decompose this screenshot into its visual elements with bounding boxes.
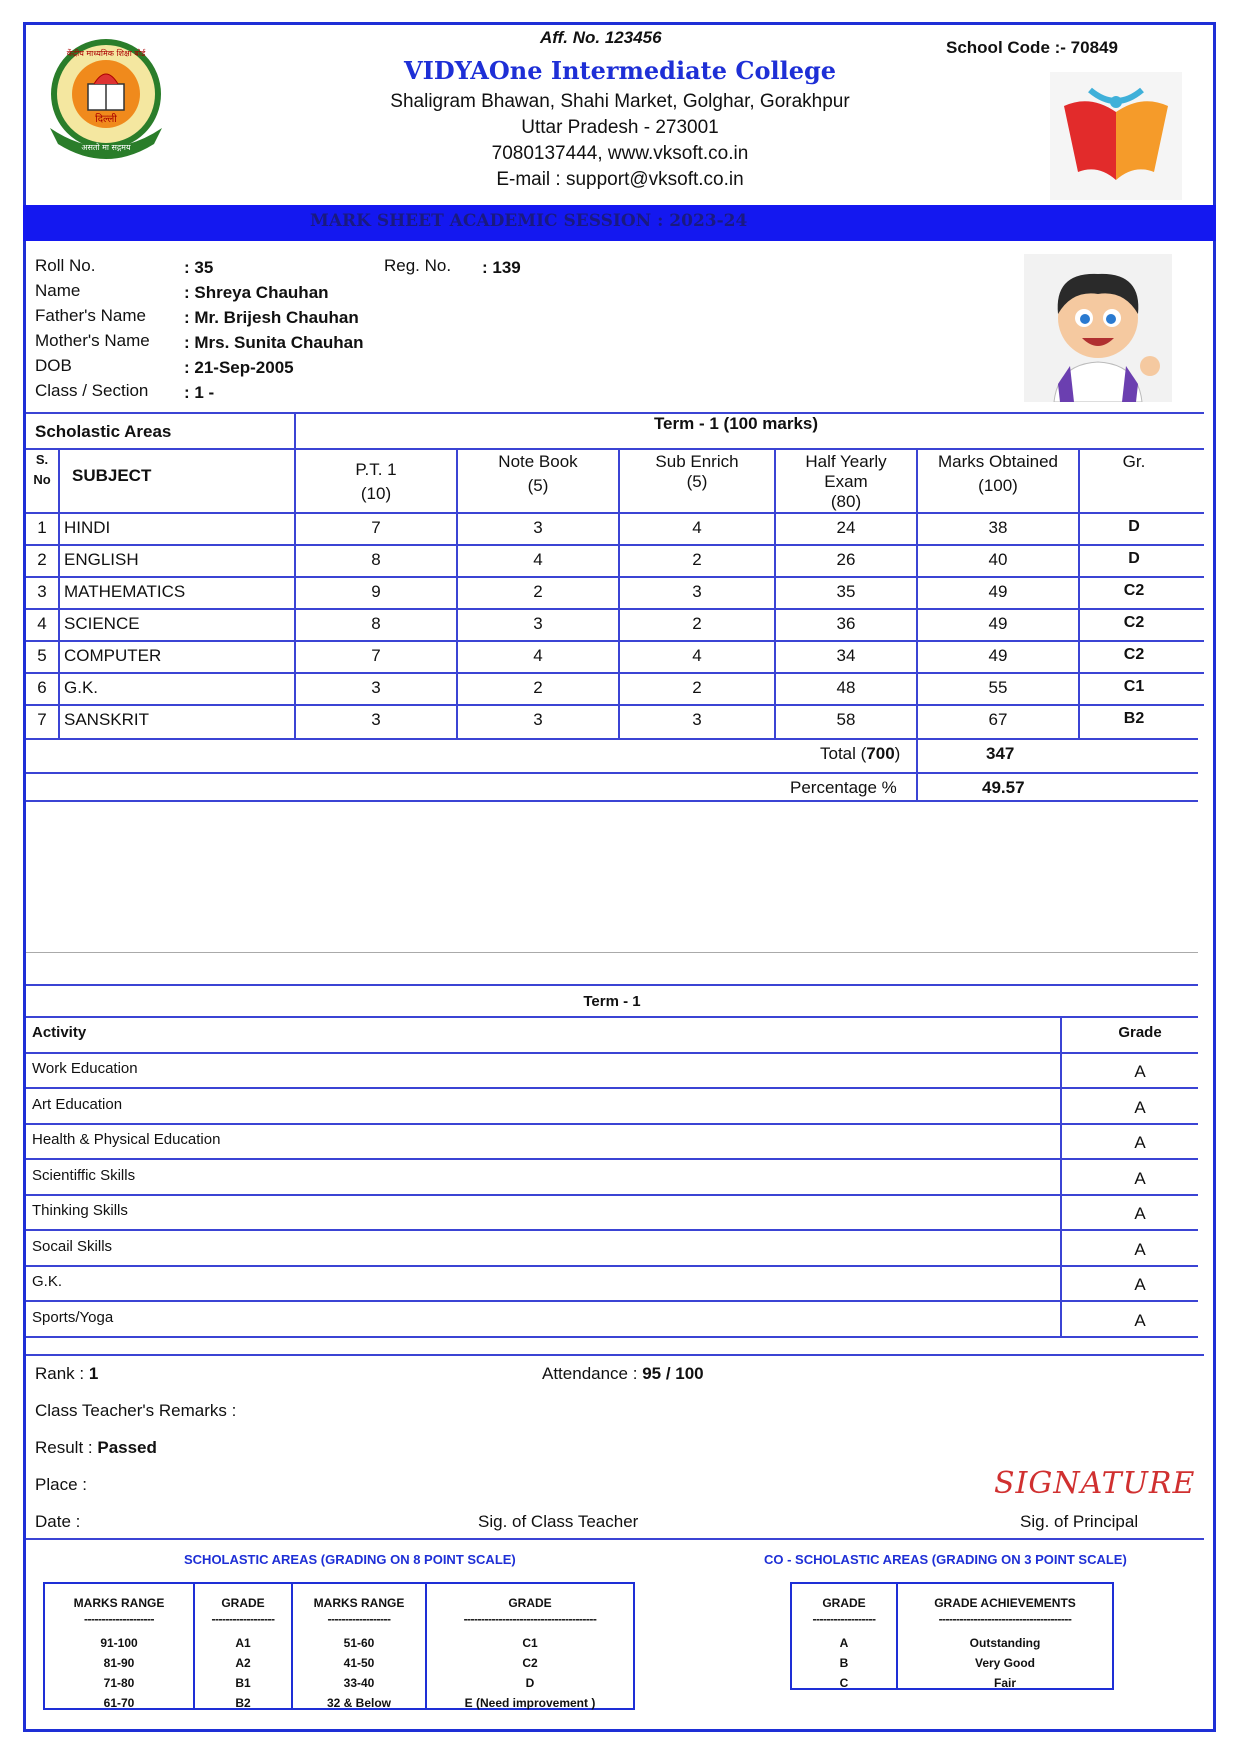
subenrich-header-1: Sub Enrich <box>655 452 739 471</box>
marks-range-header: MARKS RANGE <box>73 1596 165 1610</box>
notebook-header-1: Note Book <box>498 452 578 471</box>
name-value: : Shreya Chauhan <box>184 283 329 302</box>
activity-row-line <box>26 1265 1198 1267</box>
cell-subject: SANSKRIT <box>64 710 150 729</box>
marks-range-value: 51-60 <box>343 1636 375 1650</box>
row-line <box>26 608 1204 610</box>
header-divider <box>26 448 1204 450</box>
result <box>35 1438 157 1458</box>
header-bottom-line <box>26 512 1204 514</box>
cell-sno: 5 <box>37 646 47 665</box>
activity-grade: A <box>1134 1097 1146 1117</box>
address-line-2: Uttar Pradesh - 273001 <box>521 117 719 138</box>
total-label <box>820 744 900 764</box>
row-line <box>26 704 1204 706</box>
class-teacher-signature-label: Sig. of Class Teacher <box>478 1512 639 1531</box>
cell-nb: 2 <box>533 582 543 601</box>
subenrich-header-2: (5) <box>686 472 708 491</box>
college-name: VIDYAOne Intermediate College <box>403 56 837 85</box>
marks-range-value: 32 & Below <box>326 1696 392 1710</box>
cell-se: 2 <box>692 614 702 633</box>
father-value: : Mr. Brijesh Chauhan <box>184 308 359 327</box>
activity-header: Activity <box>32 1024 87 1041</box>
cell-se: 2 <box>692 678 702 697</box>
row-line <box>26 640 1204 642</box>
cell-se: 3 <box>692 710 702 729</box>
attendance-value: 95 / 100 <box>642 1364 704 1383</box>
co-achievements-header: GRADE ACHIEVEMENTS <box>934 1596 1076 1610</box>
svg-text:असतो मा सद्गमय: असतो मा सद्गमय <box>81 143 131 152</box>
activity-grade: A <box>1134 1310 1146 1330</box>
class-value: : 1 - <box>184 383 215 402</box>
cell-mo: 38 <box>988 518 1008 537</box>
cell-hy: 35 <box>836 582 856 601</box>
mother-label: Mother's Name <box>35 331 150 350</box>
cell-sno: 2 <box>37 550 47 569</box>
marks-range-header: MARKS RANGE <box>313 1596 405 1610</box>
cell-sno: 3 <box>37 582 47 601</box>
cell-sno: 7 <box>37 710 47 729</box>
co-achievement-value: Fair <box>993 1676 1016 1690</box>
marks-range-value: 33-40 <box>343 1676 375 1690</box>
cell-subject: SCIENCE <box>64 614 140 633</box>
pt-header-1: P.T. 1 <box>355 460 397 479</box>
total-label-text: Total ( <box>820 744 867 763</box>
contact-line: 7080137444, www.vksoft.co.in <box>491 143 749 164</box>
halfyearly-header-3: (80) <box>830 492 862 511</box>
dash-separator: -------------------------------------- <box>938 1612 1072 1626</box>
grade-value: C1 <box>522 1636 538 1650</box>
row-line <box>26 544 1204 546</box>
activity-name: Sports/Yoga <box>32 1308 114 1326</box>
result-value: Passed <box>97 1438 157 1457</box>
activity-grade: A <box>1134 1239 1146 1259</box>
cell-se: 2 <box>692 550 702 569</box>
total-value: 347 <box>986 744 1015 763</box>
name-label: Name <box>35 281 81 300</box>
grade-value: C2 <box>522 1656 538 1670</box>
reg-label: Reg. No. <box>384 256 452 275</box>
grade-header: Gr. <box>1122 452 1146 471</box>
activity-row-line <box>26 1300 1198 1302</box>
class-label: Class / Section <box>35 381 149 400</box>
row-line <box>26 672 1204 674</box>
roll-label: Roll No. <box>35 256 96 275</box>
student-photo <box>1024 254 1172 402</box>
cell-nb: 3 <box>533 518 543 537</box>
grade-value: A1 <box>235 1636 251 1650</box>
cell-gr: C2 <box>1123 614 1145 631</box>
place-label: Place : <box>35 1475 87 1494</box>
marks-range-value: 61-70 <box>103 1696 135 1710</box>
cell-hy: 36 <box>836 614 856 633</box>
mother-value: : Mrs. Sunita Chauhan <box>184 333 364 352</box>
grade-value: B2 <box>235 1696 251 1710</box>
cell-subject: COMPUTER <box>64 646 162 665</box>
activity-name: Thinking Skills <box>32 1202 128 1219</box>
rank-value: 1 <box>88 1364 99 1383</box>
cell-subject: G.K. <box>64 678 99 697</box>
cell-sno: 6 <box>37 678 47 697</box>
cell-se: 3 <box>692 582 702 601</box>
grading-top-line <box>26 1538 1204 1540</box>
percentage-label: Percentage % <box>790 778 897 797</box>
activity-header-bottom <box>26 1052 1198 1054</box>
cell-gr: D <box>1128 518 1140 535</box>
subject-header: SUBJECT <box>72 466 152 485</box>
cell-pt: 7 <box>371 646 381 665</box>
activity-row-line <box>26 1194 1198 1196</box>
cell-hy: 48 <box>836 678 856 697</box>
cell-nb: 2 <box>533 678 543 697</box>
cell-hy: 26 <box>836 550 856 569</box>
dob-label: DOB <box>35 356 72 375</box>
halfyearly-header-2: Exam <box>824 472 868 491</box>
total-max: 700 <box>866 744 895 763</box>
email-line: E-mail : support@vksoft.co.in <box>496 169 744 190</box>
remarks-label: Class Teacher's Remarks : <box>35 1401 237 1420</box>
grade-value: A2 <box>235 1656 251 1670</box>
attendance-label: Attendance : <box>542 1364 643 1383</box>
session-title: MARK SHEET ACADEMIC SESSION : 2023-24 <box>310 211 748 231</box>
dash-separator: ------------------ <box>812 1612 876 1626</box>
activity-row-line <box>26 1123 1198 1125</box>
roll-value: : 35 <box>184 258 214 277</box>
activity-row-line <box>26 1229 1198 1231</box>
cell-gr: C2 <box>1123 646 1145 663</box>
cell-gr: C2 <box>1123 582 1145 599</box>
cell-mo: 40 <box>988 550 1008 569</box>
coscholastic-term: Term - 1 <box>583 993 641 1010</box>
cell-gr: C1 <box>1123 678 1145 695</box>
cell-subject: HINDI <box>64 518 111 537</box>
cell-nb: 4 <box>533 646 543 665</box>
co-grade-value: C <box>839 1676 849 1690</box>
cell-mo: 67 <box>988 710 1008 729</box>
dash-separator: -------------------- <box>84 1612 154 1626</box>
grade-value: B1 <box>235 1676 251 1690</box>
cell-sno: 4 <box>37 614 47 633</box>
activity-row-line <box>26 1158 1198 1160</box>
marks-obtained-header-2: (100) <box>978 476 1018 495</box>
dash-separator: ------------------ <box>327 1612 391 1626</box>
halfyearly-header-1: Half Yearly <box>805 452 887 471</box>
cell-gr: D <box>1128 550 1140 567</box>
coscholastic-grading-table <box>790 1582 1114 1690</box>
rank-label: Rank : <box>35 1364 89 1383</box>
percentage-value: 49.57 <box>982 778 1025 797</box>
dash-separator: -------------------------------------- <box>463 1612 597 1626</box>
pt-header-2: (10) <box>360 484 392 503</box>
row-line <box>26 576 1204 578</box>
attendance <box>542 1364 704 1384</box>
rank <box>35 1364 98 1384</box>
cell-hy: 24 <box>836 518 856 537</box>
marks-obtained-header-1: Marks Obtained <box>938 452 1058 471</box>
cell-pt: 9 <box>371 582 381 601</box>
cell-pt: 3 <box>371 678 381 697</box>
table-bottom-line <box>26 800 1198 802</box>
activity-grade: A <box>1134 1204 1146 1223</box>
total-close: ) <box>894 744 901 763</box>
activity-name: Scientiffic Skills <box>32 1166 136 1184</box>
marks-range-value: 71-80 <box>103 1676 135 1690</box>
activity-grade: A <box>1134 1133 1146 1152</box>
affiliation-number: Aff. No. 123456 <box>540 28 662 47</box>
cell-pt: 7 <box>371 518 381 537</box>
marks-range-value: 41-50 <box>343 1656 375 1670</box>
cell-subject: MATHEMATICS <box>64 582 186 601</box>
cell-mo: 49 <box>988 582 1008 601</box>
cell-nb: 4 <box>533 550 543 569</box>
activity-grade: A <box>1134 1275 1146 1294</box>
dash-separator: ------------------ <box>211 1612 275 1626</box>
co-achievement-value: Very Good <box>974 1656 1036 1670</box>
coscholastic-grading-title: CO - SCHOLASTIC AREAS (GRADING ON 3 POINT SCALE) <box>764 1552 1127 1567</box>
svg-text:केंद्रीय माध्यमिक शिक्षा बोर्ड: केंद्रीय माध्यमिक शिक्षा बोर्ड <box>66 49 146 58</box>
activity-grade: A <box>1134 1062 1146 1081</box>
cell-nb: 3 <box>533 710 543 729</box>
svg-text:दिल्ली: दिल्ली <box>95 114 117 125</box>
cell-gr: B2 <box>1123 710 1145 727</box>
principal-signature-label: Sig. of Principal <box>1020 1512 1139 1531</box>
father-label: Father's Name <box>35 306 146 325</box>
grade-header: GRADE <box>508 1596 552 1610</box>
activity-name: Health & Physical Education <box>32 1131 221 1148</box>
activity-grade-header: Grade <box>1118 1024 1162 1041</box>
cell-hy: 58 <box>836 710 856 729</box>
board-seal-logo <box>42 36 170 160</box>
total-line <box>26 738 1198 740</box>
activity-name: G.K. <box>32 1273 63 1290</box>
col-divider <box>58 448 60 738</box>
date-label: Date : <box>35 1512 81 1531</box>
percentage-line <box>26 772 1198 774</box>
cell-pt: 8 <box>371 614 381 633</box>
marks-range-value: 91-100 <box>100 1636 138 1650</box>
sno-header-1: S. <box>35 452 49 467</box>
cell-se: 4 <box>692 518 702 537</box>
reg-value: : 139 <box>482 258 521 277</box>
footer-top-line <box>26 1354 1204 1356</box>
coscholastic-top-line <box>26 984 1198 986</box>
cell-se: 4 <box>692 646 702 665</box>
co-grade-value: A <box>839 1636 849 1650</box>
principal-signature: SIGNATURE <box>994 1466 1196 1501</box>
coscholastic-header-line <box>26 1016 1198 1018</box>
cell-hy: 34 <box>836 646 856 665</box>
notebook-header-2: (5) <box>527 476 549 495</box>
term-header: Term - 1 (100 marks) <box>653 414 819 433</box>
cell-mo: 49 <box>988 614 1008 633</box>
dob-value: : 21-Sep-2005 <box>184 358 294 377</box>
cell-mo: 49 <box>988 646 1008 665</box>
grade-header: GRADE <box>221 1596 265 1610</box>
activity-grade: A <box>1134 1168 1146 1188</box>
activity-row-line <box>26 1087 1198 1089</box>
grade-value: E (Need improvement ) <box>464 1696 596 1710</box>
cell-pt: 8 <box>371 550 381 569</box>
cell-nb: 3 <box>533 614 543 633</box>
activity-row-line <box>26 1336 1198 1338</box>
result-label: Result : <box>35 1438 98 1457</box>
school-code: School Code :- 70849 <box>946 38 1118 57</box>
grade-value: D <box>525 1676 535 1690</box>
cell-mo: 55 <box>988 678 1008 697</box>
activity-name: Art Education <box>32 1095 123 1113</box>
co-achievement-value: Outstanding <box>969 1636 1041 1650</box>
scholastic-grading-table <box>43 1582 635 1710</box>
cell-subject: ENGLISH <box>64 550 139 569</box>
co-grade-header: GRADE <box>822 1596 866 1610</box>
scholastic-grading-title: SCHOLASTIC AREAS (GRADING ON 8 POINT SCALE) <box>184 1552 516 1567</box>
address-line-1: Shaligram Bhawan, Shahi Market, Golghar, Gorakhpur <box>390 91 850 112</box>
separator-line <box>26 952 1198 953</box>
scholastic-areas-label: Scholastic Areas <box>35 422 172 441</box>
sno-header-2: No <box>33 472 51 487</box>
activity-name: Socail Skills <box>32 1237 113 1255</box>
marks-range-value: 81-90 <box>103 1656 135 1670</box>
cell-sno: 1 <box>37 518 47 537</box>
co-grade-value: B <box>839 1656 849 1670</box>
cell-pt: 3 <box>371 710 381 729</box>
activity-name: Work Education <box>32 1060 138 1077</box>
book-logo <box>1050 72 1182 200</box>
